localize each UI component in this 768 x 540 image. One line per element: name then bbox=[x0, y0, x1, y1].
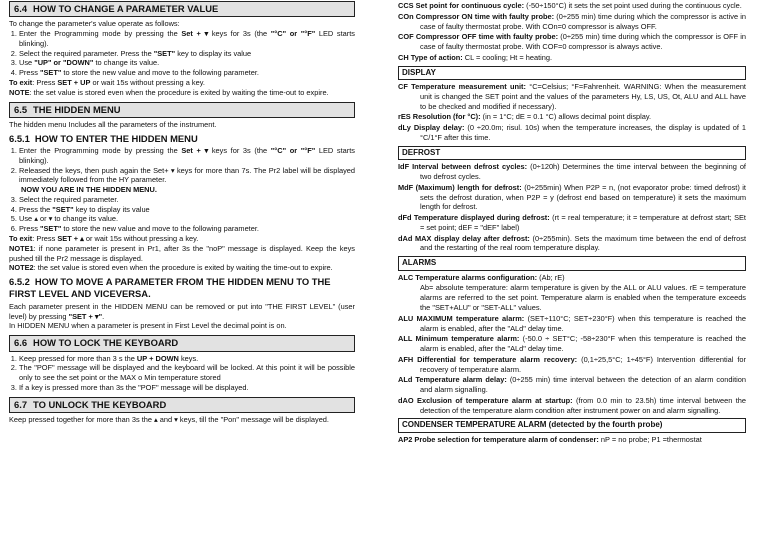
param-idf: IdF Interval between defrost cycles: (0÷120h) Determines the time interval between the beginning of two defrost cycles. bbox=[398, 162, 746, 182]
param-ccs: CCS Set point for continuous cycle: (-50÷150°C) it sets the set point used during the continuous cycle. bbox=[398, 1, 742, 10]
s66-step-2: 2. The "POF" message will be displayed and the keyboard will be locked. At this point it will be possible only to see the set point or the MAX o Min temperature stored bbox=[19, 363, 355, 383]
param-alu: ALU MAXIMUM temperature alarm: (SET÷110°C; SET÷230°F) when this temperature is reached the alarm is enabled, after the "ALd" delay time. bbox=[398, 313, 746, 333]
param-ch: CH Type of action: CL = cooling; Ht = heating. bbox=[398, 52, 553, 62]
param-ap2: AP2 Probe selection for temperature alarm of condenser: nP = no probe; P1 =thermostat bbox=[398, 434, 702, 444]
param-res: rES Resolution (for °C): (in = 1°C; dE = 0.1 °C) allows decimal point display. bbox=[398, 112, 652, 122]
s651-steps-a bbox=[9, 146, 355, 185]
section-6-5-2-heading: 6.5.2 HOW TO MOVE A PARAMETER FROM THE HIDDEN MENU TO THE FIRST LEVEL AND VICEVERSA. bbox=[9, 276, 331, 300]
param-all: ALL Minimum temperature alarm: (-50.0 ÷ SET°C; -58÷230°F when this temperature is reached the alarm is enabled, after the "ALd" delay time. bbox=[398, 334, 746, 354]
s66-step-1: 1. Keep pressed for more than 3 s the UP + DOWN keys. bbox=[19, 354, 355, 364]
left-column bbox=[9, 0, 355, 425]
param-alc: ALC Temperature alarms configuration: (Ab; rE) bbox=[398, 272, 565, 282]
s64-step-2: 2. Select the required parameter. Press the "SET" key to display its value bbox=[19, 49, 355, 59]
defrost-section-box: DEFROST bbox=[398, 146, 746, 161]
s64-step-4: 4. Press "SET" to store the new value and move to the following parameter. bbox=[19, 68, 355, 78]
param-dly: dLy Display delay: (0 ÷20.0m; risul. 10s) when the temperature increases, the display is updated of 1 °C/1°F after this time. bbox=[398, 123, 747, 142]
s64-steps bbox=[9, 29, 355, 78]
s651-step-6: 6. Press "SET" to store the new value and move to the following parameter. bbox=[19, 224, 355, 234]
display-section-box: DISPLAY bbox=[398, 66, 746, 81]
s652-text2: In HIDDEN MENU when a parameter is present in First Level the decimal point is on. bbox=[9, 321, 287, 331]
s67-text: Keep pressed together for more than 3s the ▴ and ▾ keys, till the "Pon" message will be displayed. bbox=[9, 415, 329, 425]
s651-step-1: 1. Enter the Programming mode by pressing the Set + ▾ keys for 3s (the "°C" or "°F" LED starts blinking). bbox=[19, 146, 355, 166]
section-6-6-heading: 6.6 HOW TO LOCK THE KEYBOARD bbox=[9, 335, 355, 351]
section-6-7-heading: 6.7 TO UNLOCK THE KEYBOARD bbox=[9, 397, 355, 413]
s651-exit: To exit: Press SET + ▴ or wait 15s without pressing a key. bbox=[9, 234, 199, 243]
s64-exit: To exit: Press SET + UP or wait 15s without pressing a key. bbox=[9, 78, 205, 87]
right-column bbox=[398, 0, 746, 446]
param-cof: COF Compressor OFF time with faulty probe: (0÷255 min) time during which the compressor is OFF in case of faulty thermostat probe. With COF=0 compressor is always active. bbox=[398, 32, 746, 52]
s65-intro: The hidden menu Includes all the parameters of the instrument. bbox=[9, 119, 217, 129]
s652-text1: Each parameter present in the HIDDEN MENU can be removed or put into "THE FIRST LEVEL" (user level) by pressing "SET + ▾". bbox=[9, 301, 355, 321]
s66-step-3: 3. If a key is pressed more than 3s the "POF" message will be displayed. bbox=[19, 383, 355, 393]
s651-now-text: NOW YOU ARE IN THE HIDDEN MENU. bbox=[21, 185, 157, 195]
s66-steps bbox=[9, 354, 355, 393]
section-6-5-heading: 6.5 THE HIDDEN MENU bbox=[9, 102, 355, 118]
param-dao: dAO Exclusion of temperature alarm at startup: (from 0.0 min to 23.5h) time interval between the detection of the temperature alarm condition after instrument power on and alarm signalling. bbox=[398, 395, 747, 415]
s651-step-2: 2. Released the keys, then push again the Set+ ▾ keys for more than 7s. The Pr2 label will be displayed immediately followed from the HY parameter. bbox=[19, 166, 355, 186]
param-dfd: dFd Temperature displayed during defrost: (rt = real temperature; it = temperature at defrost start; SEt = set point; dEF = "dEF" label) bbox=[398, 213, 746, 232]
param-alc-detail: Ab= absolute temperature: alarm temperature is given by the ALL or ALU values. rE = temperature alarms are referred to the set point. Temperature alarm is enabled when the temperature exceeds the "SET+ALU" or "SET-ALL" values. bbox=[420, 283, 746, 313]
param-con: COn Compressor ON time with faulty probe: (0÷255 min) time during which the compressor is active in case of faulty thermostat probe. With COn=0 compressor is always OFF. bbox=[398, 11, 746, 31]
param-afh: AFH Differential for temperature alarm recovery: (0,1÷25,5°C; 1÷45°F) Intervention differential for recovery of temperature alarm. bbox=[398, 354, 746, 374]
s64-step-1: 1. Enter the Programming mode by pressing the Set + ▾ keys for 3s (the "°C" or "°F" LED starts blinking). bbox=[19, 29, 355, 49]
param-mdf: MdF (Maximum) length for defrost: (0÷255min) When P2P = n, (not evaporator probe: timed defrost) it sets the defrost duration, when P2P = y (defrost end based on temperature) it sets the maximum length for defrost. bbox=[398, 182, 746, 212]
param-cf: CF Temperature measurement unit: °C=Celsius; °F=Fahrenheit. WARNING: When the measurement unit is changed the SET point and the values of the parameters Hy, LS, US, Ot, ALU and ALL have to be checked and modified if necessary). bbox=[398, 82, 746, 111]
s64-step-3: 3. Use "UP" or "DOWN" to change its value. bbox=[19, 58, 355, 68]
section-6-4-heading: 6.4 HOW TO CHANGE A PARAMETER VALUE bbox=[9, 1, 355, 17]
param-dad: dAd MAX display delay after defrost: (0÷255min). Sets the maximum time between the end of defrost and the restarting of the real room temperature display. bbox=[398, 233, 746, 253]
alarms-section-box: ALARMS bbox=[398, 256, 746, 271]
condenser-alarm-section-box: CONDENSER TEMPERATURE ALARM (detected by the fourth probe) bbox=[398, 418, 746, 433]
s64-intro: To change the parameter's value operate as follows: bbox=[9, 19, 180, 29]
s651-steps-b bbox=[9, 195, 355, 234]
s651-step-5: 5. Use ▴ or ▾ to change its value. bbox=[19, 214, 355, 224]
param-ald: ALd Temperature alarm delay: (0÷255 min) time interval between the detection of an alarm condition and alarm signalling. bbox=[398, 375, 746, 395]
s64-note: NOTE: the set value is stored even when the procedure is exited by waiting the time-out to expire. bbox=[9, 87, 329, 97]
section-6-5-1-heading: 6.5.1 HOW TO ENTER THE HIDDEN MENU bbox=[9, 132, 198, 144]
s651-note1: NOTE1: if none parameter is present in Pr1, after 3s the "noP" message is displayed. Keep the keys pushed till the Pr2 message is displayed. bbox=[9, 243, 355, 263]
s651-note2: NOTE2: the set value is stored even when the procedure is exited by waiting the time-out to expire. bbox=[9, 263, 333, 273]
s651-step-4: 4. Press the "SET" key to display its value bbox=[19, 205, 355, 215]
s651-step-3: 3. Select the required parameter. bbox=[19, 195, 355, 205]
